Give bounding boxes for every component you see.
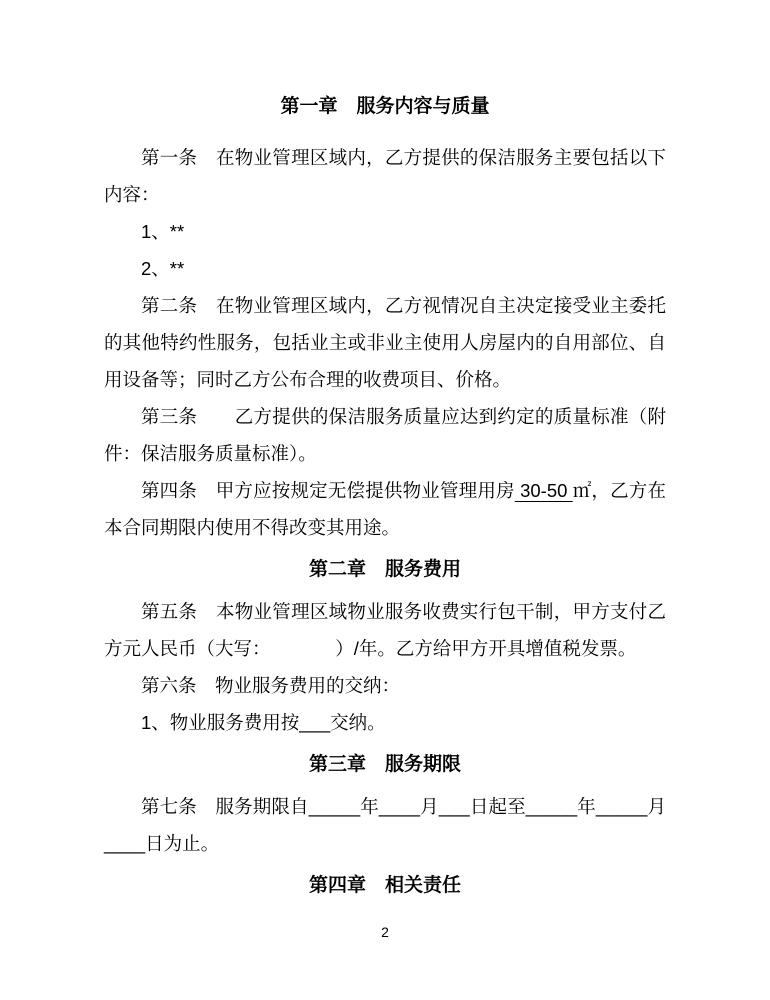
article-6: 第六条 物业服务费用的交纳：: [141, 675, 401, 696]
article-5: 第五条 本物业管理区域物业服务收费实行包干制，甲方支付乙方元人民币（大写： ）/年。乙方给甲方开具增值税发票。: [104, 601, 666, 659]
chapter-2-heading: 第二章 服务费用: [308, 559, 461, 580]
article-2: 第二条 在物业管理区域内，乙方视情况自主决定接受业主委托的其他特约性服务，包括业主或非业主使用人房屋内的自用部位、自用设备等；同时乙方公布合理的收费项目、价格。: [104, 295, 666, 390]
article-1-list-item-2: 2、**: [141, 258, 185, 279]
article-4-text-post: ㎡，乙方在本合同期限内使用不得改变其用途。: [104, 480, 666, 538]
chapter-3-heading: 第三章 服务期限: [308, 754, 461, 775]
article-4: [104, 472, 666, 546]
article-1-list-item-1: 1、**: [141, 221, 185, 242]
article-7: 第七条 服务期限自_____年____月___日起至_____年_____月____日为止。: [104, 796, 666, 854]
article-4-text-pre: 第四条 甲方应按规定无偿提供物业管理用房: [141, 480, 515, 501]
article-1: 第一条 在物业管理区域内，乙方提供的保洁服务主要包括以下内容：: [104, 147, 666, 205]
page-number: 2: [381, 924, 389, 940]
document-content: [104, 88, 666, 909]
article-4-filled-blank: 30-50: [514, 480, 573, 501]
article-3: 第三条 乙方提供的保洁服务质量应达到约定的质量标准（附件：保洁服务质量标准）。: [104, 406, 666, 464]
chapter-1-heading: 第一章 服务内容与质量: [280, 96, 490, 117]
article-6-list-item-1: 1、物业服务费用按___交纳。: [141, 712, 386, 733]
chapter-4-heading: 第四章 相关责任: [308, 875, 461, 896]
